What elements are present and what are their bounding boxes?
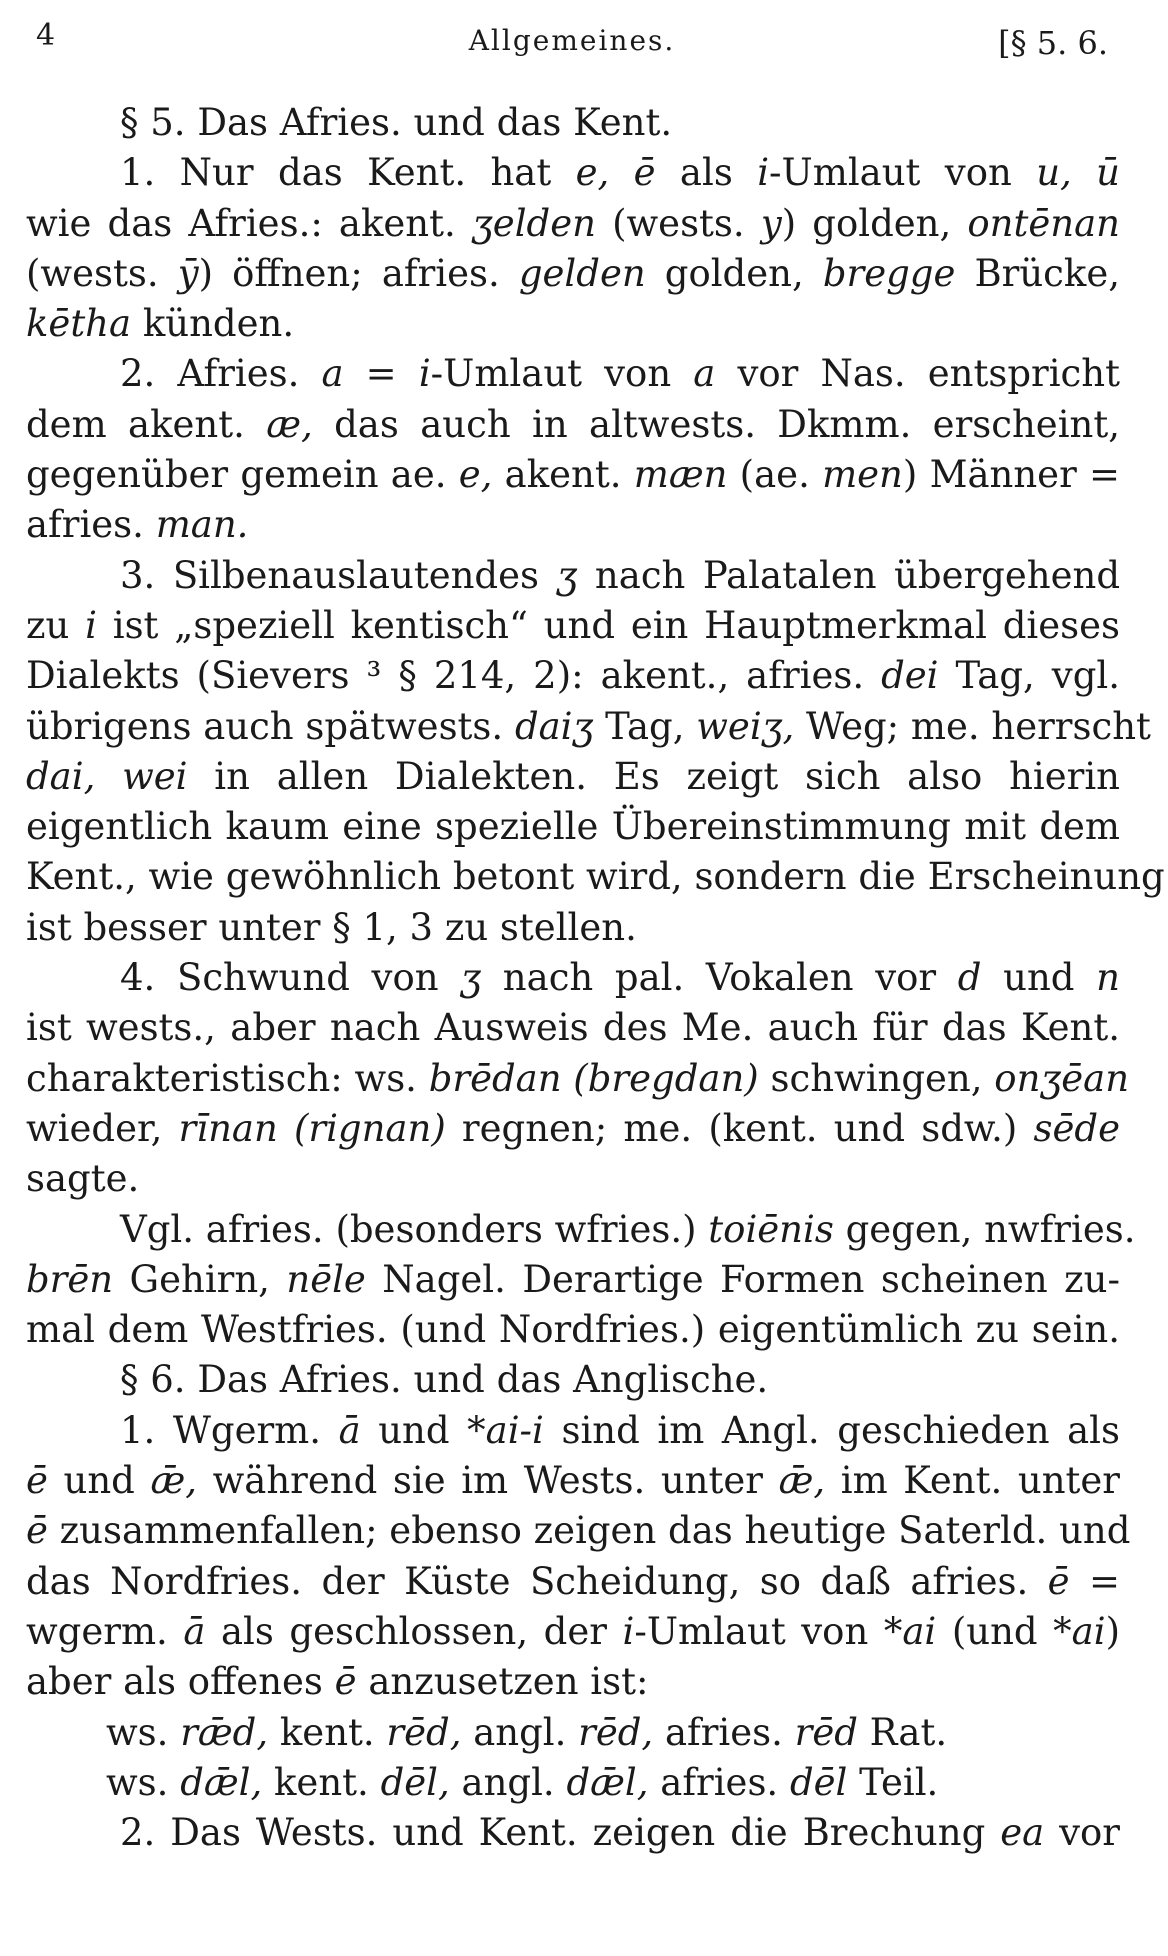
text-segment: Nagel. Derartige Formen scheinen zu- <box>365 1257 1120 1301</box>
text-segment: (und <box>936 1609 1054 1653</box>
text-line-content <box>26 1657 1120 1707</box>
italic-word: ā <box>183 1609 206 1653</box>
text-line-content <box>120 1406 1120 1456</box>
italic-word: toiēnis <box>708 1207 834 1251</box>
text-segment: kent. <box>262 1760 381 1804</box>
text-segment: akent. <box>492 453 634 497</box>
text-line-content <box>120 98 1120 148</box>
text-line <box>26 903 1120 953</box>
text-segment: -Umlaut von <box>430 352 694 396</box>
text-segment: ist besser unter § 1, 3 zu stellen. <box>26 905 637 949</box>
italic-word: dai, wei <box>26 754 188 798</box>
text-line-content <box>120 551 1120 601</box>
text-line-content <box>106 1758 1120 1808</box>
text-segment: ist „speziell kentisch“ und ein Hauptmerkmal dieses <box>96 603 1120 647</box>
text-segment: wieder, <box>26 1106 179 1150</box>
text-line-content <box>26 1305 1120 1355</box>
text-segment: = <box>343 352 419 396</box>
text-line-content <box>120 1205 1136 1255</box>
text-segment: 1. Nur das Kent. hat <box>120 151 576 195</box>
text-segment: vor <box>1044 1811 1120 1855</box>
text-line-content <box>26 1607 1120 1657</box>
italic-word: ʒ <box>556 553 578 597</box>
text-segment: 2. Afries. <box>120 352 322 396</box>
text-line <box>26 1104 1120 1154</box>
text-segment: Vgl. afries. (besonders wfries.) <box>120 1207 709 1251</box>
text-segment: wgerm. <box>26 1609 184 1653</box>
text-segment: gegen, nwfries. <box>833 1207 1136 1251</box>
text-segment: dem akent. <box>26 402 267 446</box>
italic-word: *ai <box>883 1609 937 1653</box>
text-line-content <box>26 601 1120 651</box>
text-segment: (wests. <box>595 201 761 245</box>
text-line-content <box>26 299 1120 349</box>
running-header <box>36 18 1108 68</box>
text-line-content <box>26 651 1120 701</box>
text-segment: Das Afries. und das Anglische. <box>197 1358 769 1402</box>
text-segment: 1. Wgerm. <box>120 1408 339 1452</box>
italic-word: onʒēan <box>994 1056 1130 1100</box>
text-line-content <box>26 400 1120 450</box>
text-line-content <box>26 1154 1120 1204</box>
text-line <box>26 1506 1131 1556</box>
text-segment: Tag, vgl. <box>938 654 1120 698</box>
italic-word: ē <box>26 1459 48 1503</box>
text-line <box>26 148 1120 198</box>
text-line <box>26 1456 1120 1506</box>
text-line <box>26 651 1120 701</box>
italic-word: man. <box>155 503 249 547</box>
text-line-content <box>26 903 1120 953</box>
text-segment: als geschlossen, der <box>205 1609 623 1653</box>
italic-word: dēl, <box>380 1760 450 1804</box>
text-segment: § 6. <box>120 1358 198 1402</box>
italic-word: rēd <box>794 1710 858 1754</box>
text-segment: ist wests., aber nach Ausweis des Me. auch für das Kent. <box>26 1006 1120 1050</box>
italic-word: daiʒ <box>514 704 594 748</box>
italic-word: men <box>822 453 903 497</box>
text-segment: übrigens auch spätwests. <box>26 704 515 748</box>
text-segment: afries. <box>26 503 156 547</box>
italic-word: rǣd, <box>180 1710 269 1754</box>
italic-word: rīnan (rignan) <box>178 1106 446 1150</box>
text-line <box>26 702 1151 752</box>
text-line <box>26 1205 1136 1255</box>
italic-word: kētha <box>26 302 132 346</box>
italic-word: u, ū <box>1036 151 1120 195</box>
page-number: 4 <box>36 18 56 53</box>
text-line <box>26 601 1120 651</box>
text-line-content <box>26 450 1120 500</box>
text-segment: Rat. <box>857 1710 948 1754</box>
text-line-content <box>26 1003 1120 1053</box>
text-line <box>26 1657 1120 1707</box>
text-segment: Brücke, <box>955 251 1120 295</box>
italic-word: ontēnan <box>967 201 1120 245</box>
text-segment: das auch in altwests. Dkmm. erscheint, <box>312 402 1120 446</box>
text-line-content <box>26 199 1120 249</box>
text-line-content <box>26 1557 1120 1607</box>
italic-word: ē <box>334 1660 357 1704</box>
text-line-content <box>120 953 1120 1003</box>
italic-word: ea <box>1000 1811 1045 1855</box>
section-reference: [§ 5. 6. <box>998 24 1108 62</box>
italic-word: brēdan (bregdan) <box>428 1056 759 1100</box>
text-line <box>26 450 1120 500</box>
text-segment: zusammenfallen; ebenso zeigen das heutige Saterld. und <box>47 1509 1131 1553</box>
text-segment: vor Nas. entspricht <box>715 352 1120 396</box>
italic-word: ǣ, <box>778 1459 826 1503</box>
text-segment: ) golden, <box>781 201 968 245</box>
italic-word: dei <box>881 654 939 698</box>
italic-word: rēd, <box>386 1710 462 1754</box>
text-line <box>26 349 1120 399</box>
text-line <box>26 1154 1120 1204</box>
text-segment: Weg; me. herrscht <box>794 704 1151 748</box>
text-line <box>26 1255 1120 1305</box>
text-segment: und <box>360 1408 468 1452</box>
italic-word: ʒelden <box>471 201 596 245</box>
text-segment: sind im Angl. geschieden als <box>543 1408 1120 1452</box>
italic-word: dǣl, <box>566 1760 649 1804</box>
text-segment: aber als offenes <box>26 1660 335 1704</box>
text-segment: angl. <box>449 1760 567 1804</box>
text-line-content <box>26 1054 1130 1104</box>
text-segment: ws. <box>106 1710 181 1754</box>
text-segment: schwingen, <box>758 1056 995 1100</box>
text-segment: eigentlich kaum eine spezielle Übereinstimmung mit dem <box>26 805 1120 849</box>
italic-word: *ai <box>1053 1609 1106 1653</box>
italic-word: nēle <box>286 1257 366 1301</box>
text-segment: sagte. <box>26 1157 140 1201</box>
text-segment: wie das Afries.: akent. <box>26 201 472 245</box>
text-line-content <box>26 1456 1120 1506</box>
text-segment: ) öffnen; afries. <box>198 251 519 295</box>
italic-word: æ, <box>266 402 313 446</box>
italic-word: y <box>760 201 782 245</box>
text-line-content <box>26 249 1120 299</box>
page-body <box>26 98 1165 1858</box>
text-segment: = <box>1069 1559 1120 1603</box>
text-line <box>26 1607 1120 1657</box>
text-segment: im Kent. unter <box>825 1459 1120 1503</box>
italic-word: ǣ, <box>150 1459 198 1503</box>
italic-word: *ai-i <box>467 1408 544 1452</box>
text-segment: ws. <box>106 1760 181 1804</box>
text-line <box>26 953 1120 1003</box>
text-line <box>26 1305 1120 1355</box>
italic-word: ā <box>338 1408 361 1452</box>
text-segment: afries. <box>648 1760 790 1804</box>
text-segment: angl. <box>461 1710 579 1754</box>
text-segment: Dialekts (Sievers ³ § 214, 2): akent., afries. <box>26 654 882 698</box>
text-line <box>26 400 1120 450</box>
text-line-content <box>120 1808 1120 1858</box>
italic-word: weiʒ, <box>696 704 795 748</box>
italic-word: a <box>693 352 716 396</box>
text-line <box>26 1758 1120 1808</box>
text-segment: afries. <box>653 1710 795 1754</box>
italic-word: dēl <box>789 1760 848 1804</box>
running-title: Allgemeines. <box>468 24 676 57</box>
text-line <box>26 1557 1120 1607</box>
italic-word: i <box>418 352 431 396</box>
text-segment: während sie im Wests. unter <box>197 1459 779 1503</box>
text-segment: charakteristisch: ws. <box>26 1056 429 1100</box>
text-segment: nach Palatalen übergehend <box>577 553 1120 597</box>
italic-word: i <box>85 603 97 647</box>
italic-word: mæn <box>633 453 728 497</box>
text-line <box>26 1355 1120 1405</box>
text-line <box>26 1708 1120 1758</box>
italic-word: e, ē <box>575 151 656 195</box>
text-line-content <box>26 1255 1120 1305</box>
italic-word: brēn <box>26 1257 114 1301</box>
text-line-content <box>26 752 1120 802</box>
text-segment: und <box>981 956 1097 1000</box>
text-line <box>26 98 1120 148</box>
text-line-content <box>26 1104 1120 1154</box>
text-segment: kent. <box>268 1710 387 1754</box>
text-segment: anzusetzen ist: <box>356 1660 649 1704</box>
text-line-content <box>26 1506 1131 1556</box>
text-line <box>26 1054 1130 1104</box>
text-segment: nach pal. Vokalen vor <box>481 956 958 1000</box>
text-line <box>26 249 1120 299</box>
italic-word: dǣl, <box>180 1760 263 1804</box>
italic-word: ȳ <box>177 251 199 295</box>
text-line-content <box>120 148 1120 198</box>
text-line <box>26 500 1120 550</box>
text-segment: Gehirn, <box>113 1257 287 1301</box>
text-segment: 3. Silbenauslautendes <box>120 553 557 597</box>
text-line-content <box>26 702 1151 752</box>
italic-word: ē <box>1047 1559 1070 1603</box>
text-segment: mal dem Westfries. (und Nordfries.) eigentümlich zu sein. <box>26 1308 1120 1352</box>
text-segment: -Umlaut von <box>769 151 1037 195</box>
text-segment: das Nordfries. der Küste Scheidung, so daß afries. <box>26 1559 1048 1603</box>
text-segment: als <box>655 151 758 195</box>
text-line <box>26 551 1120 601</box>
text-line <box>26 1003 1120 1053</box>
italic-word: gelden <box>518 251 646 295</box>
text-segment: Kent., wie gewöhnlich betont wird, sondern die Erscheinung <box>26 855 1165 899</box>
italic-word: bregge <box>822 251 956 295</box>
text-segment: in allen Dialekten. Es zeigt sich also hierin <box>187 754 1120 798</box>
text-line <box>26 852 1165 902</box>
text-segment: regnen; me. (kent. und sdw.) <box>445 1106 1034 1150</box>
italic-word: n <box>1096 956 1120 1000</box>
text-line-content <box>26 852 1165 902</box>
italic-word: ʒ <box>460 956 482 1000</box>
text-segment: zu <box>26 603 86 647</box>
italic-word: a <box>321 352 344 396</box>
text-line <box>26 1808 1120 1858</box>
text-segment: künden. <box>131 302 295 346</box>
text-segment: golden, <box>645 251 823 295</box>
text-line-content <box>120 349 1120 399</box>
italic-word: ē <box>26 1509 48 1553</box>
text-line-content <box>106 1708 1120 1758</box>
text-segment: ) <box>1105 1609 1121 1653</box>
italic-word: rēd, <box>578 1710 654 1754</box>
italic-word: i <box>622 1609 635 1653</box>
text-segment: § 5. <box>120 101 198 144</box>
italic-word: d <box>957 956 982 1000</box>
text-segment: Teil. <box>847 1760 939 1804</box>
text-line-content <box>26 500 1120 550</box>
text-segment: (wests. <box>26 251 178 295</box>
text-segment: und <box>47 1459 151 1503</box>
italic-word: sēde <box>1033 1106 1121 1150</box>
text-segment: 4. Schwund von <box>120 956 461 1000</box>
text-segment: Tag, <box>593 704 697 748</box>
text-line <box>26 802 1120 852</box>
italic-word: i <box>757 151 770 195</box>
text-line <box>26 299 1120 349</box>
text-segment: Das Afries. und das Kent. <box>197 101 673 144</box>
text-segment: gegenüber gemein ae. <box>26 453 459 497</box>
text-segment: (ae. <box>727 453 823 497</box>
text-segment: ) Männer = <box>902 453 1120 497</box>
text-segment: -Umlaut von <box>634 1609 884 1653</box>
text-segment: 2. Das Wests. und Kent. zeigen die Brechung <box>120 1811 1001 1855</box>
text-line <box>26 199 1120 249</box>
text-line-content <box>120 1355 1120 1405</box>
text-line-content <box>26 802 1120 852</box>
italic-word: e, <box>458 453 493 497</box>
text-line <box>26 1406 1120 1456</box>
text-line <box>26 752 1120 802</box>
